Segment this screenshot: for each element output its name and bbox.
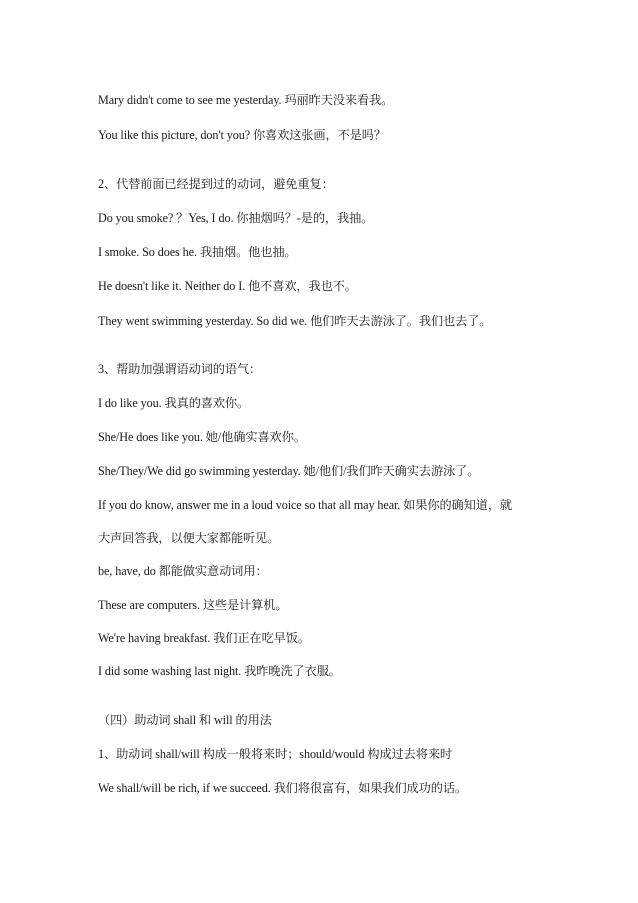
section-heading: （四）助动词 shall 和 will 的用法 bbox=[98, 713, 272, 727]
text-line: You like this picture, don't you? 你喜欢这张画，不是吗？ bbox=[98, 128, 386, 142]
text-line: If you do know, answer me in a loud voice so that all may hear. 如果你的确知道，就 bbox=[98, 498, 512, 512]
text-line: He doesn't like it. Neither do I. 他不喜欢，我也不。 bbox=[98, 279, 357, 293]
text-line: They went swimming yesterday. So did we. 他们昨天去游泳了。我们也去了。 bbox=[98, 314, 492, 328]
text-line: She/They/We did go swimming yesterday. 她/他们/我们昨天确实去游泳了。 bbox=[98, 464, 480, 478]
text-line: We shall/will be rich, if we succeed. 我们将很富有，如果我们成功的话。 bbox=[98, 781, 467, 795]
section-heading: 2、代替前面已经提到过的动词，避免重复： bbox=[98, 177, 334, 191]
text-line: be, have, do 都能做实意动词用： bbox=[98, 564, 268, 578]
text-line: I do like you. 我真的喜欢你。 bbox=[98, 396, 250, 410]
text-line: 大声回答我，以便大家都能听见。 bbox=[98, 531, 280, 545]
text-line: These are computers. 这些是计算机。 bbox=[98, 598, 288, 612]
text-line: She/He does like you. 她/他确实喜欢你。 bbox=[98, 430, 306, 444]
text-line: Mary didn't come to see me yesterday. 玛丽昨天没来看我。 bbox=[98, 93, 394, 107]
section-heading: 3、帮助加强谓语动词的语气： bbox=[98, 362, 262, 376]
text-line: I smoke. So does he. 我抽烟。他也抽。 bbox=[98, 245, 297, 259]
text-line: Do you smoke? ？Yes, I do. 你抽烟吗？-是的，我抽。 bbox=[98, 211, 374, 225]
text-line: 1、助动词 shall/will 构成一般将来时；should/would 构成过去将来时 bbox=[98, 747, 453, 761]
text-line: I did some washing last night. 我昨晚洗了衣服。 bbox=[98, 664, 341, 678]
text-line: We're having breakfast. 我们正在吃早饭。 bbox=[98, 631, 310, 645]
